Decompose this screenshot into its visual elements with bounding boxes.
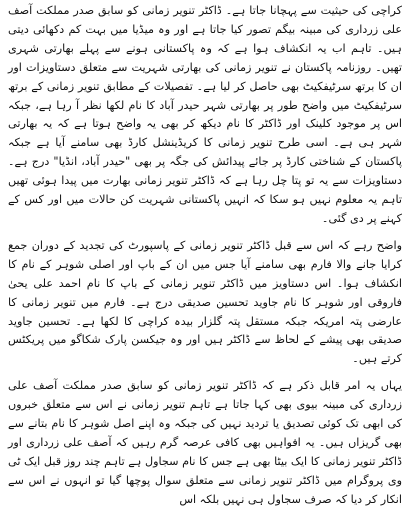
article-paragraph-1: کراچی کی حیثیت سے پہچانا جاتا ہے۔ ڈاکٹر تنویر زمانی کو سابق صدر مملکت آصف علی زرداری کی مبینہ بیگم تصور کیا جاتا ہے اور وہ میڈیا میں بہت کم دکھائی دیتی ہیں۔ تاہم اب یہ انکشاف ہوا ہے کہ وہ پاکستانی ہونے سے پہلے بھارتی شہری تھیں۔ روزنامہ پاکستان نے تنویر زمانی کی بھارتی شہریت سے متعلق دستاویزات اور ان کا برتھ سرٹیفکیٹ بھی حاصل کر لیا ہے۔ تفصیلات کے مطابق تنویر زمانی کے برتھ سرٹیفکیٹ میں واضح طور پر بھارتی شہر حیدر آباد کا نام لکھا نظر آ رہا ہے، جبکہ اس پر موجود کلینک اور ڈاکٹر کا نام دیکھ کر بھی یہ واضح ہوتا ہے کہ یہ بھارتی شہر ہی ہے۔ اسی طرح تنویر زمانی کا کریڈینشل کارڈ بھی سامنے آیا ہے جبکہ پاکستان کے شناختی کارڈ پر جائے پیدائش کی جگہ پر بھی "حیدر آباد، انڈیا" درج ہے۔ دستاویزات سے یہ تو پتا چل رہا ہے کہ ڈاکٹر تنویر زمانی بھارت میں پیدا ہوئی تھیں تاہم یہ معلوم نہیں ہو سکا کہ انہیں پاکستانی شہریت کن حالات میں اور کس کے کہنے پر دی گئی۔ [8,4,402,225]
paragraph-spacer [8,369,402,377]
article-paragraph-3: یہاں یہ امر قابل ذکر ہے کہ ڈاکٹر تنویر زمانی کو سابق صدر مملکت آصف علی زرداری کی مبینہ بیوی بھی کہا جاتا ہے تاہم تنویر زمانی نے اس سے متعلق خبروں کی ابھی تک کوئی تصدیق یا تردید نہیں کی جبکہ وہ اپنے اصل شوہر کا نام بتانے سے بھی گریزاں ہیں۔ یہ افواہیں بھی کافی عرصہ گرم رہیں کہ آصف علی زرداری اور ڈاکٹر تنویر زمانی کا ایک بیٹا بھی ہے جس کا نام سجاول ہے تاہم چند روز قبل ایک ٹی وی پروگرام میں ڈاکٹر تنویر زمانی سے متعلق سوال پوچھا گیا تو انہوں نے اس سے انکار کر دیا کہ صرف سجاول ہی نہیں بلکہ اس [8,379,402,506]
paragraph-spacer [8,229,402,237]
article-paragraph-2: واضح رہے کہ اس سے قبل ڈاکٹر تنویر زمانی کے پاسپورٹ کی تجدید کے دوران جمع کرایا جانے والا فارم بھی سامنے آیا جس میں ان کے باپ اور اصلی شوہر کے نام کا انکشاف ہوا۔ اس دستاویز میں ڈاکٹر تنویر زمانی کے باپ کا نام احمد علی یحیٰ فاروقی اور شوہر کا نام جاوید تحسین صدیقی درج ہے۔ فارم میں تنویر زمانی کا عارضی پتہ امریکہ جبکہ مستقل پتہ گلزار بیدہ کراچی کا لکھا ہے۔ تحسین جاوید صدیقی بھی پیشے کے لحاظ سے ڈاکٹر ہیں اور وہ جیکسن پارک شکاگو میں پریکٹس کرتے ہیں۔ [8,238,402,366]
